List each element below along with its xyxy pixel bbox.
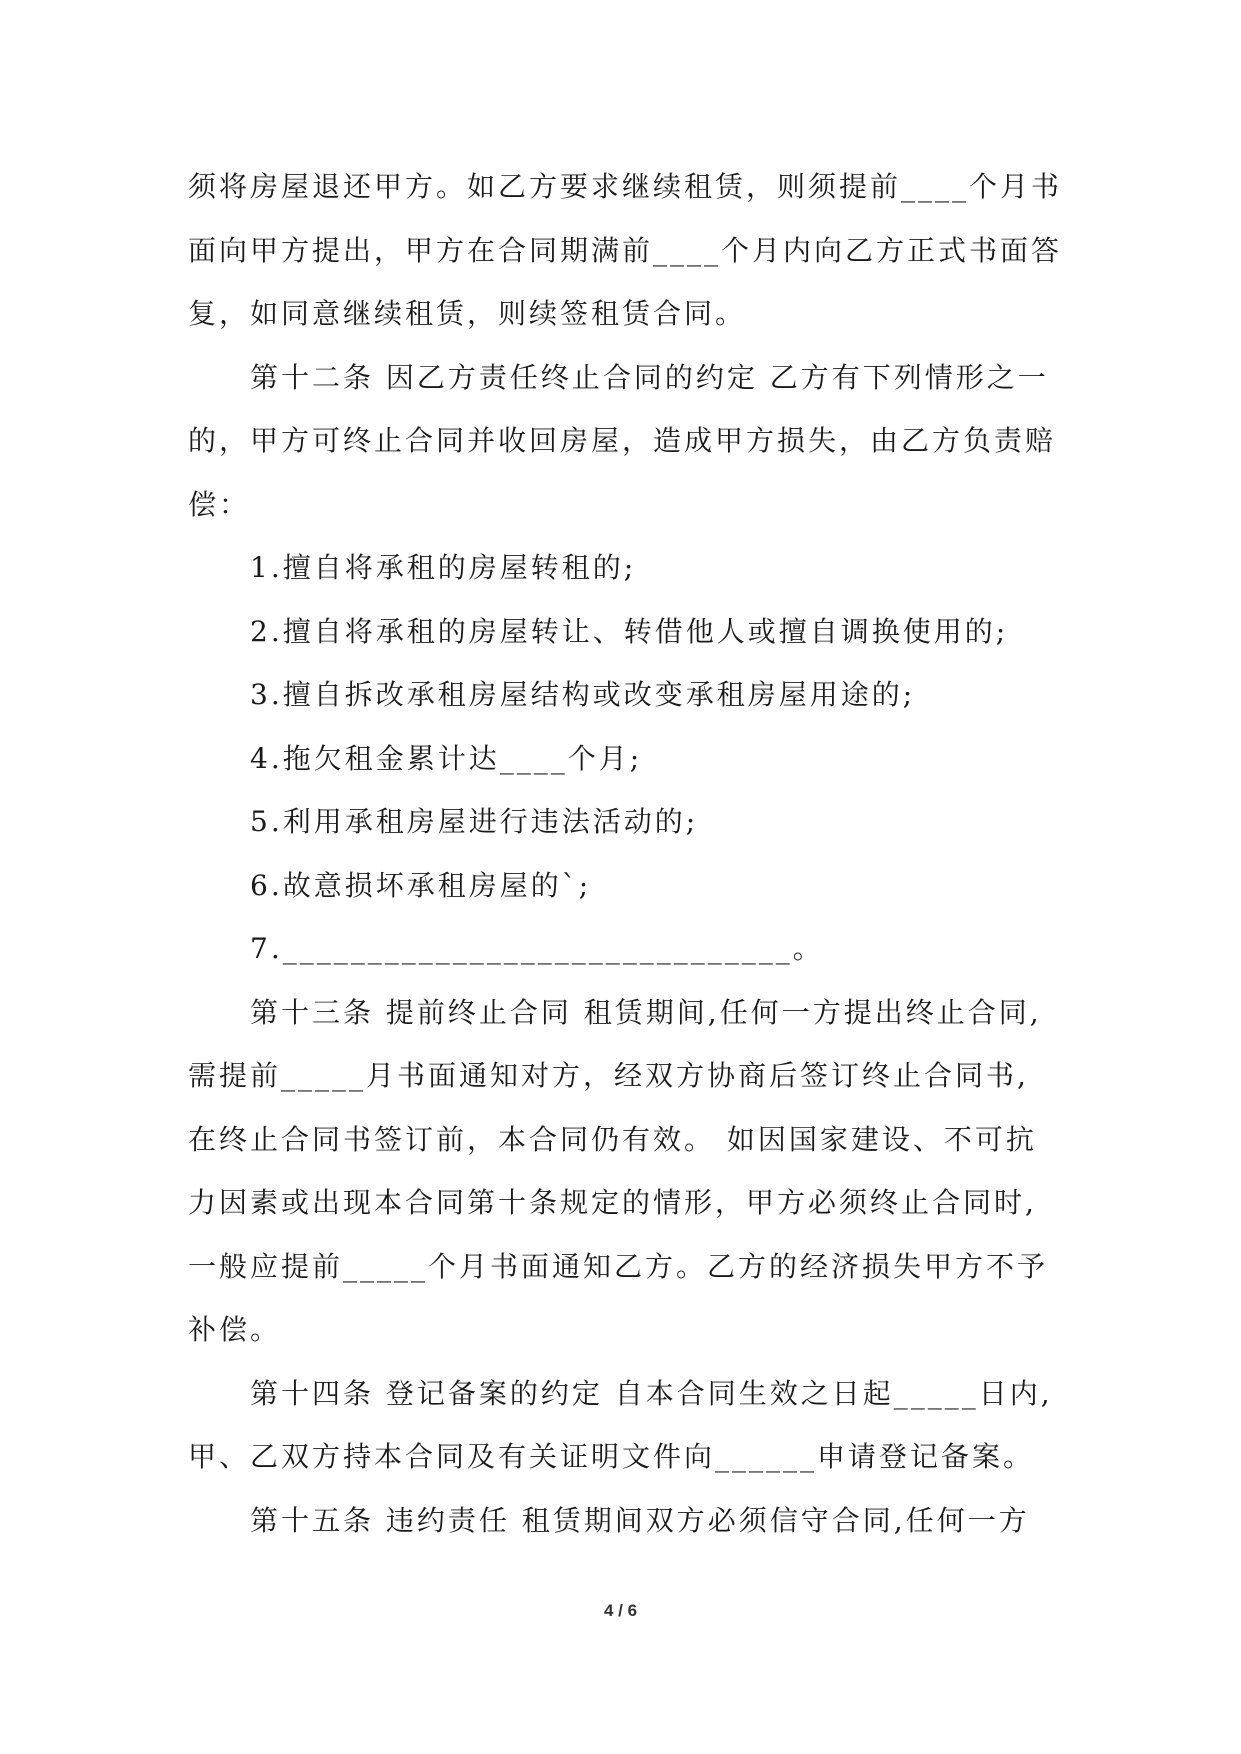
text-line: 的，甲方可终止合同并收回房屋，造成甲方损失，由乙方负责赔 — [188, 424, 1057, 457]
document-body — [188, 155, 1063, 1552]
text-line: 偿： — [188, 487, 251, 521]
text-line: 需提前_____月书面通知对方，经双方协商后签订终止合同书, — [188, 1059, 1029, 1092]
text-line: 面向甲方提出，甲方在合同期满前____个月内向乙方正式书面答 — [188, 233, 1063, 267]
text-line: 一般应提前_____个月书面通知乙方。乙方的经济损失甲方不予 — [188, 1249, 1049, 1283]
text-line: 补偿。 — [188, 1313, 282, 1346]
list-item: 5.利用承租房屋进行违法活动的; — [250, 805, 699, 838]
list-item: 3.擅自拆改承租房屋结构或改变承租房屋用途的; — [250, 678, 916, 711]
text-line: 力因素或出现本合同第十条规定的情形，甲方必须终止合同时, — [188, 1186, 1037, 1219]
list-item: 6.故意损坏承租房屋的`; — [250, 868, 592, 902]
article-12-heading: 第十二条 因乙方责任终止合同的约定 乙方有下列情形之一 — [250, 360, 1049, 394]
article-15-heading: 第十五条 违约责任 租赁期间双方必须信守合同,任何一方 — [250, 1503, 1030, 1537]
text-line: 在终止合同书签订前，本合同仍有效。 如因国家建设、不可抗 — [188, 1122, 1037, 1156]
article-14-heading: 第十四条 登记备案的约定 自本合同生效之日起_____日内, — [250, 1376, 1053, 1410]
article-13-heading: 第十三条 提前终止合同 租赁期间,任何一方提出终止合同, — [250, 995, 1042, 1029]
text-line: 复，如同意继续租赁，则续签租赁合同。 — [188, 297, 747, 330]
list-item: 2.擅自将承租的房屋转让、转借他人或擅自调换使用的; — [250, 614, 1009, 648]
list-item: 1.擅自将承租的房屋转租的; — [250, 551, 637, 584]
list-item: 7.______________________________。 — [250, 932, 824, 965]
list-item: 4.拖欠租金累计达____个月; — [250, 741, 643, 775]
text-line: 须将房屋退还甲方。如乙方要求继续租赁，则须提前____个月书 — [188, 170, 1063, 203]
page-number: 4 / 6 — [603, 1601, 638, 1620]
text-line: 甲、乙双方持本合同及有关证明文件向______申请登记备案。 — [188, 1440, 1035, 1473]
